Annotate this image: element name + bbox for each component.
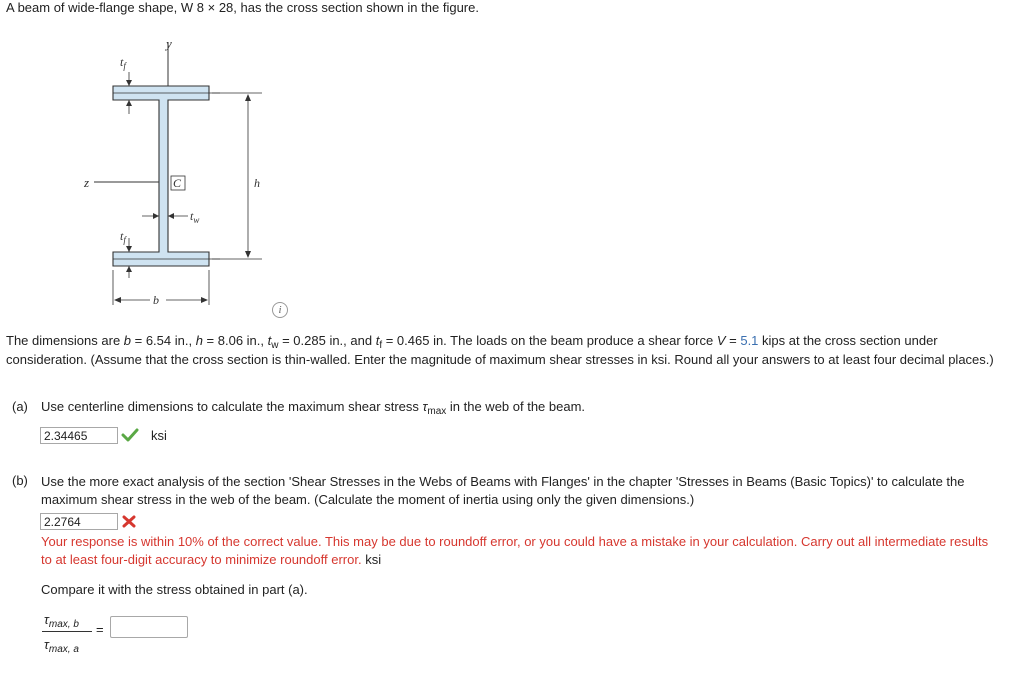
- flange-thickness-label-top: $t_f$: [120, 55, 126, 71]
- incorrect-x-icon: [122, 515, 136, 528]
- compare-instruction: Compare it with the stress obtained in part (a).: [41, 582, 308, 597]
- flange-thickness-label-bottom: $t_f$: [120, 229, 126, 245]
- z-axis-label: z: [84, 175, 90, 190]
- problem-title: A beam of wide-flange shape, W 8 × 28, has the cross section shown in the figure.: [6, 0, 479, 15]
- ratio-answer-input[interactable]: [110, 616, 188, 638]
- ratio-denominator: $\tau_{max, a}$: [44, 637, 79, 655]
- part-b-question: Use the more exact analysis of the section 'Shear Stresses in the Webs of Beams with Flanges' in the chapter 'Stresses in Beams (Basic Topics)' to calculate the maximum shear stress in the web of the beam. (Calculate the moment of inertia using only the given dimensions.): [41, 474, 965, 507]
- centroid-label: C: [173, 176, 182, 190]
- height-label: h: [254, 176, 260, 190]
- equals-sign: =: [96, 622, 104, 637]
- correct-check-icon: [121, 428, 139, 442]
- web-thickness-label: $t_w$: [190, 209, 200, 225]
- y-axis-label: y: [166, 36, 172, 51]
- ratio-numerator: $\tau_{max, b}$: [44, 612, 79, 630]
- problem-statement: The dimensions are b = 6.54 in., h = 8.06 in., $t_w = 0.285$ in., and $t_f = 0.465$ in. The loads on the beam produce a shear force V = 5.1 kips at the cross section under consideration. (Assume that the cross section is thin-walled. Enter the magnitude of maximum shear stresses in ksi. Round all your answers to at least four decimal places.): [6, 333, 994, 367]
- i-beam-shape: [113, 86, 209, 266]
- part-a-answer-input[interactable]: 2.34465: [40, 427, 118, 444]
- part-a-label: (a): [12, 399, 28, 414]
- shear-force-value: 5.1: [740, 333, 759, 348]
- part-a-question: Use centerline dimensions to calculate the maximum shear stress $\tau_{max}$ in the web of the beam.: [41, 399, 586, 417]
- part-b-answer-input[interactable]: 2.2764: [40, 513, 118, 530]
- fraction-bar: [42, 631, 92, 632]
- part-b-feedback: Your response is within 10% of the correct value. This may be due to roundoff error, or you could have a mistake in your calculation. Carry out all intermediate results to at least four-digit accuracy to minimize roundoff error. ksi: [41, 534, 989, 567]
- part-b-unit: ksi: [365, 552, 382, 567]
- part-b-label: (b): [12, 473, 28, 488]
- info-icon[interactable]: i: [272, 302, 288, 318]
- width-label: b: [153, 293, 159, 305]
- part-a-unit: ksi: [151, 428, 167, 443]
- cross-section-figure: [80, 30, 280, 305]
